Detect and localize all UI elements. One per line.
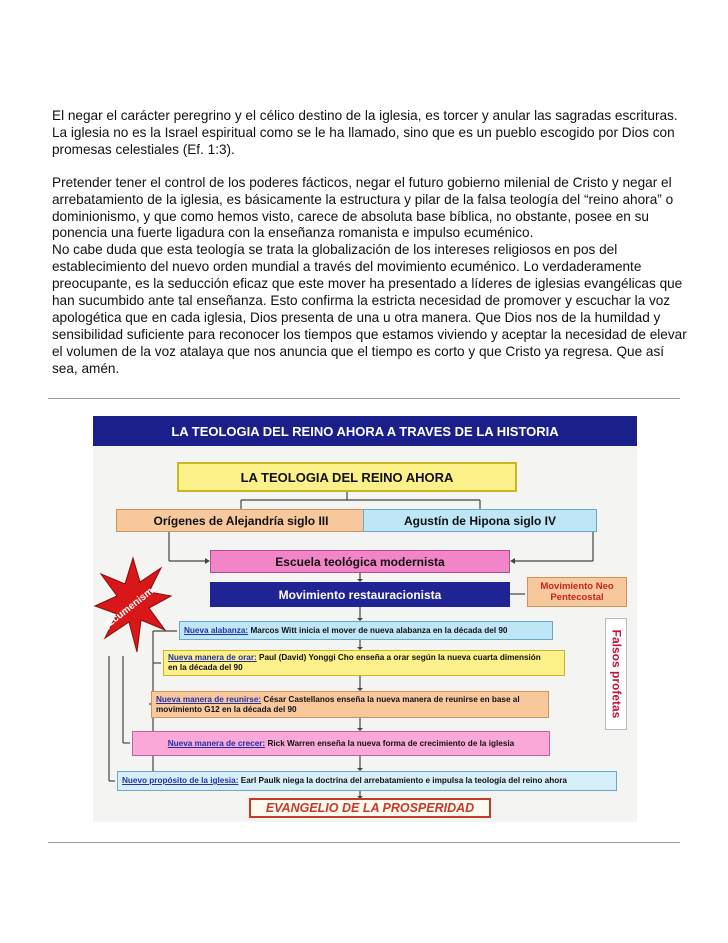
stage-text: César Castellanos enseña la nueva manera de reunirse en base al [261, 694, 520, 704]
stage-crecer [132, 731, 550, 756]
paragraph: El negar el carácter peregrino y el célico destino de la iglesia, es torcer y anular las sagradas escrituras. La iglesia no es la Israel espiritual como se le ha llamado, sino que es un pueblo escogido por Dios con promesas celestiales (Ef. 1:3). [52, 108, 678, 157]
stage-reunirse [151, 691, 549, 718]
agustin-box: Agustín de Hipona siglo IV [363, 509, 597, 532]
neo-line: Movimiento Neo [540, 581, 614, 592]
stage-text: Paul (David) Yonggi Cho enseña a orar según la nueva cuarta dimensión [256, 653, 541, 662]
stage-head: Nueva manera de crecer: [167, 738, 266, 748]
diagram-title: LA TEOLOGIA DEL REINO AHORA A TRAVES DE LA HISTORIA [93, 416, 637, 446]
stage-head: Nuevo propósito de la iglesia: [122, 776, 239, 785]
ecumenismo-starburst-icon [93, 556, 173, 656]
neo-pentecostal-box [527, 577, 627, 607]
stage-text: Marcos Witt inicia el mover de nueva alabanza en la década del 90 [248, 625, 508, 635]
prosperidad-box: EVANGELIO DE LA PROSPERIDAD [249, 798, 491, 818]
ecumenismo-label: ¡Ecumenismo! [102, 580, 164, 632]
stage-text: Rick Warren enseña la nueva forma de crecimiento de la iglesia [265, 738, 515, 748]
paragraph: No cabe duda que esta teología se trata la globalización de los intereses religiosos en pos del establecimiento del nuevo orden mundial a través del movimiento ecuménico. Lo verdaderamente preocupante, es la seducción eficaz que este mover ha presentado a líderes de iglesias evangélicas que han sucumbido ante tal enseñanza. Esto confirma la estricta necesidad de promover y escuchar la voz apologética que en cada iglesia, Dios presenta de una u otra manera. Que Dios nos de la humildad y sensibilidad suficiente para reconocer los tiempos que estamos viviendo y aceptar la necesidad de elevar el volumen de la voz atalaya que nos anuncia que el tiempo es corto y que Cristo ya regresa. Que así sea, amén. [52, 242, 687, 376]
stage-text: movimiento G12 en la década del 90 [156, 704, 297, 714]
falsos-profetas-label: Falsos profetas [609, 629, 624, 719]
paragraph: Pretender tener el control de los poderes fácticos, negar el futuro gobierno milenial de Cristo y negar el arrebatamiento de la iglesia, es básicamente la estructura y pilar de la falsa teología del “reino ahora” o dominionismo, y que como hemos visto, carece de absoluta base bíblica, no obstante, posee en su ponencia una fuerte ligadura con la enseñanza romanista e impulso ecuménico. [52, 174, 674, 241]
stage-head: Nueva alabanza: [184, 625, 249, 635]
stage-text: Earl Paulk niega la doctrina del arrebatamiento e impulsa la teología del reino ahora [238, 776, 567, 785]
stage-head: Nueva manera de reunirse: [156, 694, 262, 704]
document-body [52, 108, 692, 378]
divider [48, 842, 680, 843]
stage-text: en la década del 90 [168, 663, 243, 672]
escuela-box: Escuela teológica modernista [210, 550, 510, 573]
stage-alabanza [179, 621, 553, 640]
neo-line: Pentecostal [550, 592, 604, 603]
stage-proposito [117, 771, 617, 791]
history-diagram [93, 416, 637, 822]
falsos-profetas-box [605, 618, 627, 730]
stage-orar [163, 650, 565, 676]
divider [48, 398, 680, 399]
origenes-box: Orígenes de Alejandría siglo III [116, 509, 366, 532]
movimiento-box: Movimiento restauracionista [210, 582, 510, 607]
stage-head: Nueva manera de orar: [168, 653, 257, 662]
teologia-box: LA TEOLOGIA DEL REINO AHORA [177, 462, 517, 492]
